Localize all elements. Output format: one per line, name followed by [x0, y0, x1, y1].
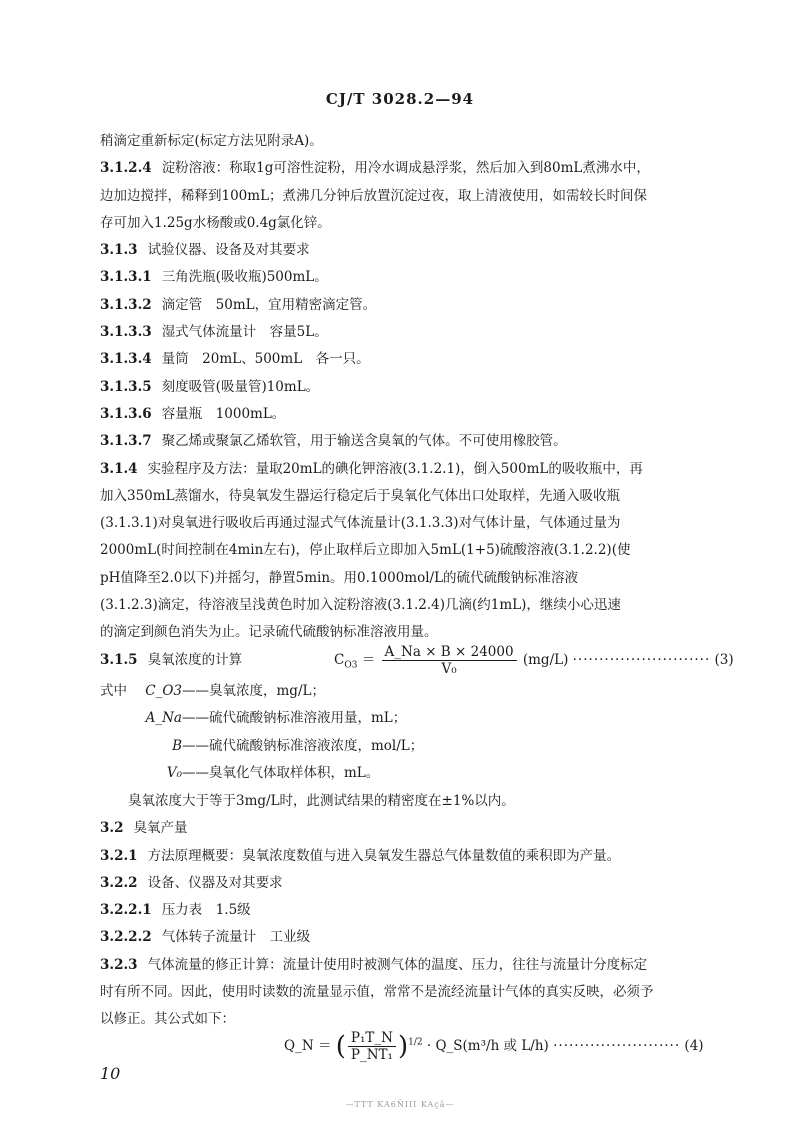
formula-3-number: (3)	[714, 652, 734, 668]
text-line	[100, 210, 748, 237]
line-text: (3.1.3.1)对臭氧进行吸收后再通过湿式气体流量计(3.1.3.3)对气体计量，气体通过量为	[100, 515, 621, 532]
text-line	[100, 619, 748, 646]
clause-number: 3.2	[100, 820, 124, 837]
formula-4-fraction	[348, 1030, 396, 1063]
text-line	[100, 924, 748, 951]
formula-3-denominator: V₀	[441, 661, 457, 677]
text-line	[100, 155, 748, 182]
variable-definition	[100, 678, 748, 705]
line-text: 臭氧浓度大于等于3mg/L时，此测试结果的精密度在±1%以内。	[128, 793, 515, 809]
line-text: 实验程序及方法：量取20mL的碘化钾溶液(3.1.2.1)，倒入500mL的吸收瓶中，再	[147, 460, 643, 477]
line-text: 气体流量的修正计算：流量计使用时被测气体的温度、压力，往往与流量计分度标定	[147, 956, 648, 973]
text-line	[100, 346, 748, 373]
text-line	[100, 788, 748, 815]
line-text: (3.1.2.3)滴定，待溶液呈浅黄色时加入淀粉溶液(3.1.2.4)几滴(约1mL)，继续小心迅速	[100, 597, 621, 614]
clause-number: 3.1.5	[100, 651, 138, 668]
line-text: 容量瓶 1000mL。	[161, 405, 286, 422]
formula-3-leader-dots: ··························	[572, 652, 711, 668]
text-line	[100, 264, 748, 291]
clause-number: 3.1.3.2	[100, 296, 152, 313]
clause-number: 3.1.3	[100, 242, 138, 259]
variable-symbol: A_Na	[145, 710, 182, 727]
line-text: 的滴定到颜色消失为止。记录硫代硫酸钠标准溶液用量。	[100, 624, 438, 641]
clause-number: 3.2.2	[100, 874, 138, 891]
definition-prefix: 式中	[100, 683, 127, 699]
line-text: 压力表 1.5级	[161, 902, 251, 919]
body-text-section-b	[100, 788, 748, 1034]
variable-symbol: B	[172, 737, 182, 754]
variable-description: ——硫代硫酸钠标准溶液浓度，mol/L；	[182, 737, 424, 754]
standard-number-header: CJ/T 3028.2—94	[325, 90, 475, 108]
line-text: pH值降至2.0以下)并摇匀，静置5min。用0.1000mol/L的硫代硫酸钠标准溶液	[100, 569, 579, 586]
text-line	[100, 897, 748, 924]
line-text: 方法原理概要：臭氧浓度数值与进入臭氧发生器总气体量数值的乘积即为产量。	[147, 847, 621, 864]
line-text: 湿式气体流量计 容量5L。	[161, 324, 328, 341]
line-text: 刻度吸管(吸量管)10mL。	[161, 378, 320, 395]
line-text: 时有所不同。因此，使用时读数的流量显示值，常常不是流经流量计气体的真实反映，必须予	[100, 984, 654, 1001]
line-text: 设备、仪器及对其要求	[147, 874, 283, 891]
variable-definitions	[100, 678, 748, 787]
text-line	[100, 537, 748, 564]
text-line	[100, 592, 748, 619]
text-line	[100, 456, 748, 483]
text-line	[100, 401, 748, 428]
text-line	[100, 292, 748, 319]
text-line	[100, 428, 748, 455]
line-text: 淀粉溶液：称取1g可溶性淀粉，用冷水调成悬浮浆，然后加入到80mL煮沸水中，	[161, 160, 650, 177]
text-line	[100, 183, 748, 210]
text-line	[100, 319, 748, 346]
clause-number: 3.2.2.2	[100, 929, 152, 946]
text-line	[100, 843, 748, 870]
text-line	[100, 979, 748, 1006]
line-text: 稍滴定重新标定(标定方法见附录A)。	[100, 133, 323, 149]
variable-description: ——臭氧浓度，mg/L；	[182, 683, 325, 699]
formula-3-numerator: A_Na × B × 24000	[382, 644, 517, 661]
formula-4-eq: ＝	[317, 1038, 332, 1054]
clause-number: 3.1.3.6	[100, 405, 152, 422]
line-text: 聚乙烯或聚氯乙烯软管，用于输送含臭氧的气体。不可使用橡胶管。	[161, 433, 567, 450]
formula-4-denominator: P_NT₁	[350, 1047, 393, 1063]
formula-4-leader-dots: ························	[553, 1038, 681, 1054]
clause-number: 3.2.1	[100, 847, 138, 864]
text-line	[100, 374, 748, 401]
formula-3-fraction	[382, 644, 517, 677]
formula-3-lhs-sub: O3	[344, 660, 358, 671]
formula-4	[284, 1030, 704, 1063]
clause-number: 3.1.4	[100, 460, 138, 477]
formula-4-numerator: P₁T_N	[348, 1030, 396, 1047]
line-text: 气体转子流量计 工业级	[161, 929, 311, 946]
text-line	[100, 510, 748, 537]
line-text: 边加边搅拌，稀释到100mL；煮沸几分钟后放置沉淀过夜，取上清液使用，如需较长时间保	[100, 187, 648, 204]
line-text: 臭氧浓度的计算	[147, 651, 243, 668]
page-number: 10	[100, 1064, 121, 1083]
body-text-section-a	[100, 128, 748, 674]
line-text: 试验仪器、设备及对其要求	[147, 242, 310, 259]
formula-4-exponent: 1/2	[408, 1037, 423, 1048]
formula-4-right-brace: )	[397, 1031, 409, 1062]
text-line	[100, 565, 748, 592]
text-line	[100, 237, 748, 264]
clause-number: 3.1.3.1	[100, 269, 152, 286]
clause-number: 3.1.2.4	[100, 160, 152, 177]
text-line	[100, 128, 748, 155]
formula-3-eq: ＝	[361, 652, 376, 668]
formula-4-multiplier: · Q_S(m³/h 或 L/h)	[426, 1038, 549, 1054]
formula-3-lhs: C	[334, 652, 345, 668]
formula-4-lhs: Q_N	[284, 1038, 314, 1054]
variable-definition	[100, 705, 748, 732]
text-line	[100, 483, 748, 510]
variable-description: ——臭氧化气体取样体积，mL。	[182, 764, 380, 781]
variable-definition	[100, 733, 748, 760]
text-line	[100, 870, 748, 897]
variable-description: ——硫代硫酸钠标准溶液用量，mL；	[182, 710, 407, 727]
formula-4-left-brace: (	[335, 1031, 346, 1062]
formula-3-unit: (mg/L)	[522, 652, 569, 668]
clause-number: 3.2.2.1	[100, 902, 152, 919]
line-text: 臭氧产量	[133, 820, 188, 837]
line-text: 加入350mL蒸馏水，待臭氧发生器运行稳定后于臭氧化气体出口处取样，先通入吸收瓶	[100, 487, 621, 504]
line-text: 三角洗瓶(吸收瓶)500mL。	[161, 269, 328, 286]
footer-watermark: —TTT KA6ŇIII KAçä—	[345, 1100, 455, 1109]
variable-symbol: V₀	[166, 764, 182, 781]
clause-number: 3.1.3.7	[100, 433, 152, 450]
line-text: 以修正。其公式如下：	[100, 1011, 235, 1028]
clause-number: 3.1.3.5	[100, 378, 152, 395]
line-text: 2000mL(时间控制在4min左右)，停止取样后立即加入5mL(1+5)硫酸溶液(3.1.2.2)(使	[100, 542, 631, 559]
formula-4-number: (4)	[684, 1038, 704, 1054]
line-text: 滴定管 50mL，宜用精密滴定管。	[161, 296, 377, 313]
clause-number: 3.1.3.3	[100, 324, 152, 341]
variable-symbol: C_O3	[145, 683, 182, 699]
text-line	[100, 815, 748, 842]
line-text: 量筒 20mL、500mL 各一只。	[161, 351, 370, 368]
line-text: 存可加入1.25g水杨酸或0.4g氯化锌。	[100, 214, 331, 231]
text-line	[100, 952, 748, 979]
formula-3	[334, 644, 734, 677]
clause-number: 3.1.3.4	[100, 351, 152, 368]
clause-number: 3.2.3	[100, 956, 138, 973]
variable-definition	[100, 760, 748, 787]
